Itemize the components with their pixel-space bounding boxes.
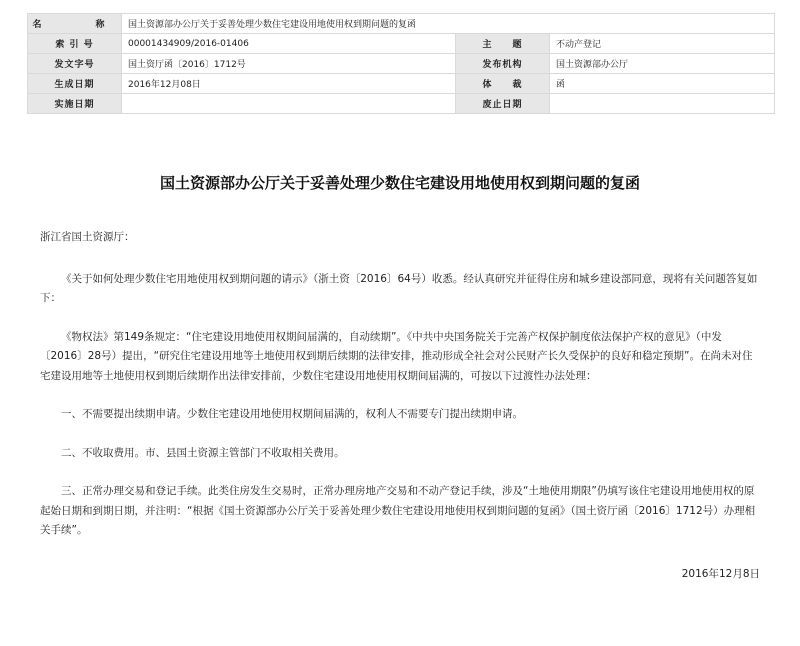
meta-row-name [28,14,775,34]
topic-label: 主 题 [456,34,550,54]
paragraph-legal-basis: 《物权法》第149条规定：“住宅建设用地使用权期间届满的，自动续期”。《中共中央国务院关于完善产权保护制度依法保护产权的意见》（中发〔2016〕28号）提出，“研究住宅建设用地等土地使用权到期后续期的法律安排，推动形成全社会对公民财产长久受保护的良好和稳定预期”。在尚未对住宅建设用地等土地使用权到期后续期作出法律安排前，少数住宅建设用地使用权期间届满的，可按以下过渡性办法处理： [40,330,753,382]
meta-row-docno [28,54,775,74]
paragraph-item-3: 三、正常办理交易和登记手续。此类住房发生交易时，正常办理房地产交易和不动产登记手续，涉及“土地使用期限”仍填写该住宅建设用地使用权的原起始日期和到期日期，并注明：“根据《国土资源部办公厅关于妥善处理少数住宅建设用地使用权到期问题的复函》（国土资厅函〔2016〕1712号）办理相关手续”。 [40,485,756,536]
paragraph-intro: 《关于如何处理少数住宅用地使用权到期问题的请示》（浙土资〔2016〕64号）收悉。经认真研究并征得住房和城乡建设部同意，现将有关问题答复如下： [40,272,758,304]
docno-label: 发文字号 [28,54,122,74]
effective-label: 实施日期 [28,94,122,114]
repeal-value [550,94,775,114]
name-label: 名 称 [28,14,122,34]
genre-label: 体 裁 [456,74,550,94]
document-body [40,228,760,603]
created-value: 2016年12月08日 [122,74,456,94]
repeal-label: 废止日期 [456,94,550,114]
paragraph-item-1: 一、不需要提出续期申请。少数住宅建设用地使用权期间届满的，权利人不需要专门提出续期申请。 [61,408,523,420]
document-title: 国土资源部办公厅关于妥善处理少数住宅建设用地使用权到期问题的复函 [159,174,640,192]
meta-row-index [28,34,775,54]
document-date: 2016年12月8日 [681,567,760,580]
meta-row-effective [28,94,775,114]
meta-row-created [28,74,775,94]
created-label: 生成日期 [28,74,122,94]
paragraph-item-2: 二、不收取费用。市、县国土资源主管部门不收取相关费用。 [61,446,345,459]
genre-value: 函 [550,74,775,94]
index-label: 索 引 号 [28,34,122,54]
effective-value [122,94,456,114]
issuer-label: 发布机构 [456,54,550,74]
document-metadata-table [27,13,775,114]
docno-value: 国土资厅函〔2016〕1712号 [122,54,456,74]
issuer-value: 国土资源部办公厅 [550,54,775,74]
salutation: 浙江省国土资源厅： [40,231,135,243]
index-value: 00001434909/2016-01406 [122,34,456,54]
name-value: 国土资源部办公厅关于妥善处理少数住宅建设用地使用权到期问题的复函 [122,14,775,34]
topic-value: 不动产登记 [550,34,775,54]
